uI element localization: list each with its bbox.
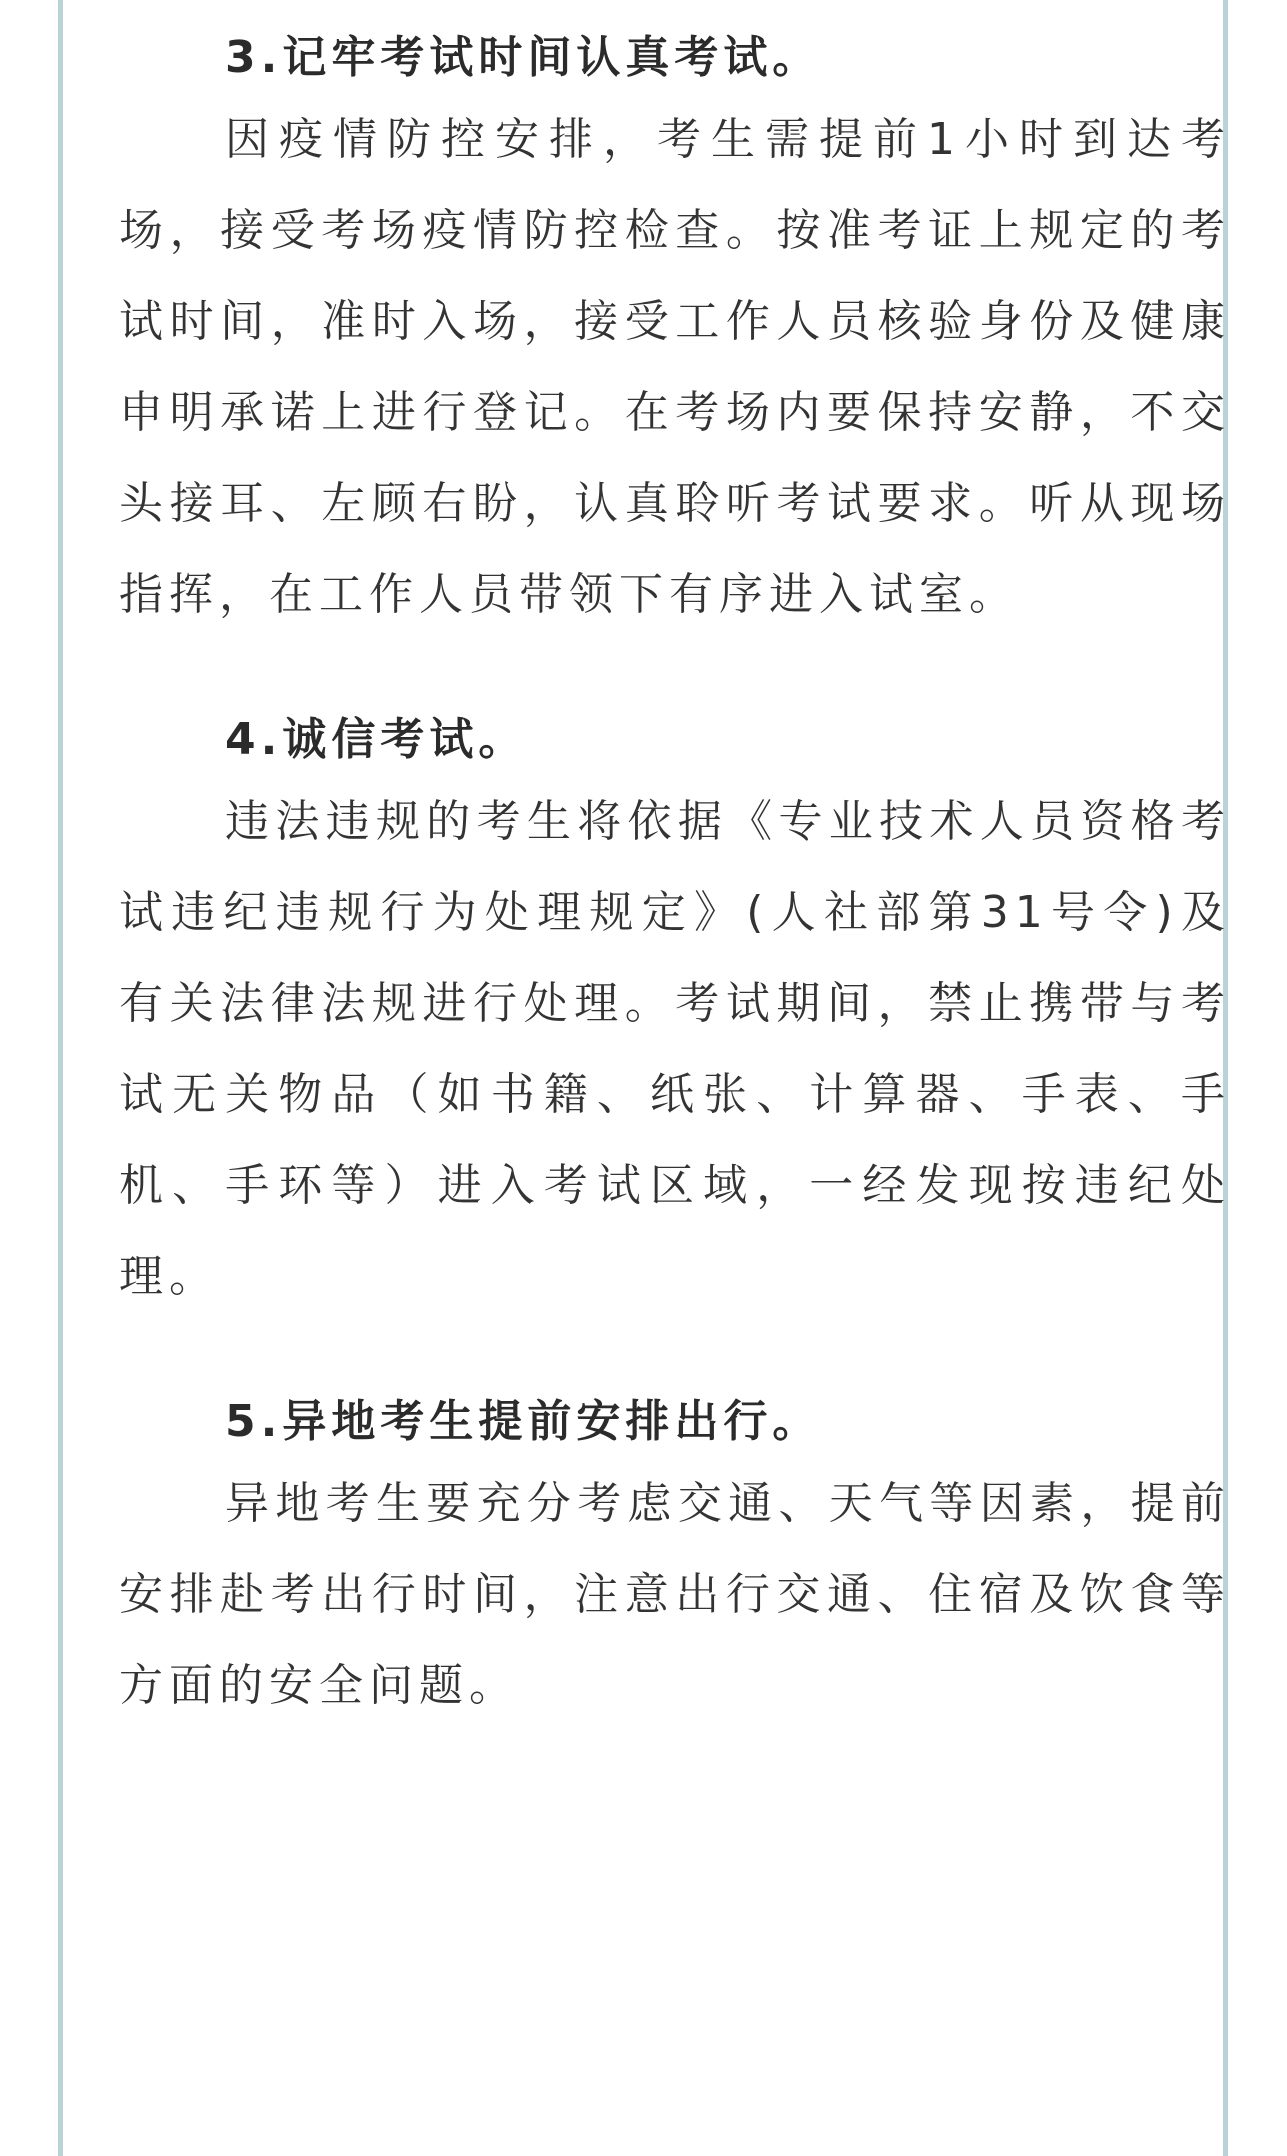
article-frame bbox=[58, 0, 1231, 2156]
section-heading: 5.异地考生提前安排出行。 bbox=[225, 1396, 822, 1447]
section-paragraph: 因疫情防控安排，考生需提前1小时到达考场，接受考场疫情防控检查。按准考证上规定的考试时间，准时入场，接受工作人员核验身份及健康申明承诺上进行登记。在考场内要保持安静，不交头接耳、左顾右盼，认真聆听考试要求。听从现场指挥，在工作人员带领下有序进入试室。 bbox=[119, 114, 1231, 620]
article-content bbox=[119, 28, 1231, 1801]
section-3 bbox=[119, 28, 1231, 640]
section-heading: 3.记牢考试时间认真考试。 bbox=[225, 32, 822, 83]
section-4 bbox=[119, 710, 1231, 1322]
section-5 bbox=[119, 1392, 1231, 1731]
section-paragraph: 异地考生要充分考虑交通、天气等因素，提前安排赴考出行时间，注意出行交通、住宿及饮食等方面的安全问题。 bbox=[119, 1478, 1231, 1711]
section-paragraph: 违法违规的考生将依据《专业技术人员资格考试违纪违规行为处理规定》(人社部第31号令)及有关法律法规进行处理。考试期间，禁止携带与考试无关物品（如书籍、纸张、计算器、手表、手机、手环等）进入考试区域，一经发现按违纪处理。 bbox=[119, 796, 1231, 1302]
section-heading: 4.诚信考试。 bbox=[225, 714, 528, 765]
